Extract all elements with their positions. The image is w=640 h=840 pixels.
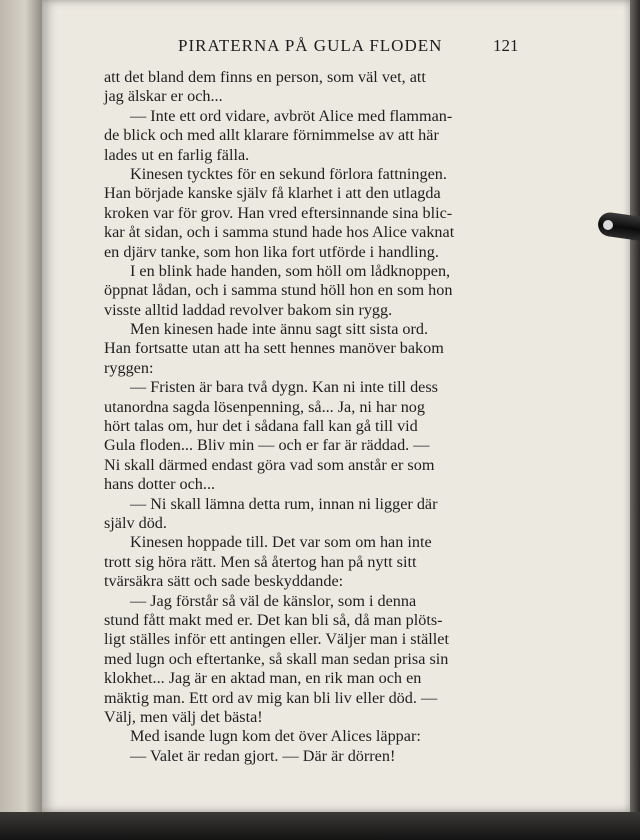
text-line: öppnat lådan, och i samma stund höll hon en som hon — [104, 281, 453, 300]
bottom-shadow — [0, 812, 640, 840]
text-line: ryggen: — [104, 358, 154, 377]
text-line: en djärv tanke, som hon lika fort utförde i handling. — [104, 242, 439, 261]
body-text — [104, 68, 518, 766]
text-line: — Jag förstår så väl de känslor, som i denna — [130, 591, 417, 610]
text-line: Kinesen tycktes för en sekund förlora fattningen. — [130, 164, 447, 183]
text-line: mäktig man. Ett ord av mig kan bli liv eller död. — — [104, 688, 438, 707]
text-line: ligt ställes inför ett antingen eller. Väljer man i stället — [104, 630, 449, 649]
text-line: — Valet är redan gjort. — Där är dörren! — [130, 746, 396, 765]
text-line: att det bland dem finns en person, som väl vet, att — [104, 68, 426, 86]
text-line: kar åt sidan, och i samma stund hade hos Alice vaknat — [104, 223, 455, 242]
text-line: de blick och med allt klarare förnimmelse av att här — [104, 126, 439, 145]
text-line: själv död. — [104, 513, 167, 532]
text-line: Med isande lugn kom det över Alices läppar: — [130, 727, 421, 746]
text-line: I en blink hade handen, som höll om lådknoppen, — [130, 261, 451, 280]
text-line: kroken var för grov. Han vred eftersinnande sina blic- — [104, 203, 453, 222]
text-line: utanordna sagda lösenpenning, så... Ja, ni har nog — [104, 397, 425, 416]
page-edge — [630, 0, 640, 812]
text-line: lades ut en farlig fälla. — [104, 145, 250, 164]
text-line: Gula floden... Bliv min — och er far är räddad. — — [104, 436, 430, 455]
text-line: med lugn och eftertanke, så skall man sedan prisa sin — [104, 649, 449, 668]
text-line: Men kinesen hade inte ännu sagt sitt sista ord. — [130, 320, 429, 339]
text-line: Han började kanske själv få klarhet i att den utlagda — [104, 184, 441, 203]
text-line: — Ni skall lämna detta rum, innan ni ligger där — [130, 494, 438, 513]
page-number: 121 — [493, 36, 519, 55]
text-line: — Fristen är bara två dygn. Kan ni inte till dess — [130, 378, 438, 397]
text-line: visste alltid laddad revolver bakom sin rygg. — [104, 300, 393, 319]
text-line: Ni skall därmed endast göra vad som anstår er som — [104, 455, 435, 474]
text-line: Han fortsatte utan att ha sett hennes manöver bakom — [104, 339, 444, 358]
pen-clip-icon — [603, 220, 613, 230]
text-line: tvärsäkra sätt och sade beskyddande: — [104, 572, 344, 591]
running-header: PIRATERNA PÅ GULA FLODEN — [178, 36, 443, 55]
text-line: trott sig höra rätt. Men så återtog han på nytt sitt — [104, 552, 417, 571]
text-line: stund fått makt med er. Det kan bli så, då man plöts- — [104, 610, 443, 629]
text-line: jag älskar er och... — [104, 87, 223, 106]
text-line: Kinesen hoppade till. Det var som om han inte — [130, 533, 432, 552]
left-page-edge — [0, 0, 42, 840]
text-line: Välj, men välj det bästa! — [104, 707, 263, 726]
text-line: hans dotter och... — [104, 475, 216, 494]
text-line: klokhet... Jag är en aktad man, en rik man och en — [104, 669, 422, 688]
text-line: hört talas om, hur det i sådana fall kan gå till vid — [104, 417, 418, 436]
text-line: — Inte ett ord vidare, avbröt Alice med flamman- — [130, 106, 453, 125]
